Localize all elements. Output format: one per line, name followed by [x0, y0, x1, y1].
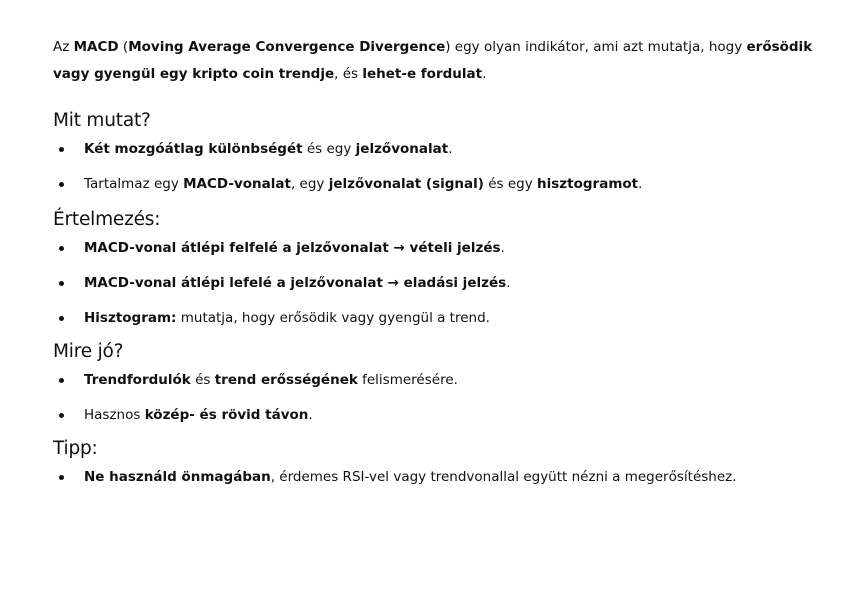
- bullet-icon: [59, 316, 64, 321]
- list-mit-mutat: [53, 140, 813, 193]
- section-title-mit-mutat: Mit mutat?: [53, 110, 151, 131]
- text: .: [308, 407, 313, 423]
- text: Hasznos: [84, 407, 145, 423]
- list-item: [53, 239, 813, 257]
- intro-emphasis-reversal: lehet-e fordulat: [362, 66, 483, 82]
- text: és egy: [302, 141, 356, 157]
- list-item: [53, 406, 813, 424]
- list-item: [53, 274, 813, 292]
- bold-text: MACD-vonal átlépi lefelé a jelzővonalat → eladási jelzés: [84, 275, 507, 291]
- bullet-icon: [59, 246, 64, 251]
- bold-text: jelzővonalat (signal): [328, 176, 484, 192]
- bold-text: Két mozgóátlag különbségét: [84, 141, 303, 157]
- bullet-icon: [59, 378, 64, 383]
- section-title-tipp: Tipp:: [53, 438, 98, 459]
- text: felismerésére.: [357, 372, 458, 388]
- text: , egy: [290, 176, 329, 192]
- intro-term-macd: MACD: [73, 39, 119, 55]
- text: és: [190, 372, 215, 388]
- intro-text: (: [118, 39, 129, 55]
- section-title-ertelmezes: Értelmezés:: [53, 209, 161, 230]
- bold-text: MACD-vonal átlépi felfelé a jelzővonalat → vételi jelzés: [84, 240, 501, 256]
- text: .: [506, 275, 511, 291]
- text: .: [448, 141, 453, 157]
- bold-text: trend erősségének: [214, 372, 358, 388]
- text: és egy: [483, 176, 538, 192]
- bold-text: Ne használd önmagában: [84, 469, 271, 485]
- intro-emphasis-trend: erősödik vagy gyengül egy kripto coin trendje: [53, 39, 813, 82]
- intro-text: , és: [334, 66, 363, 82]
- bold-text: MACD-vonalat: [183, 176, 291, 192]
- bold-text: Trendfordulók: [84, 372, 191, 388]
- bullet-icon: [59, 281, 64, 286]
- document-body: [53, 34, 813, 494]
- list-item: [53, 140, 813, 158]
- bullet-icon: [59, 413, 64, 418]
- text: .: [500, 240, 505, 256]
- list-item: [53, 468, 813, 486]
- intro-text: ) egy olyan indikátor, ami azt mutatja, hogy: [445, 39, 747, 55]
- bullet-icon: [59, 182, 64, 187]
- bold-text: hisztogramot: [537, 176, 639, 192]
- bold-text: jelzővonalat: [355, 141, 449, 157]
- text: , érdemes RSI-vel vagy trendvonallal együtt nézni a megerősítéshez.: [270, 469, 737, 485]
- list-ertelmezes: [53, 239, 813, 327]
- list-item: [53, 371, 813, 389]
- text: mutatja, hogy erősödik vagy gyengül a trend.: [176, 310, 490, 326]
- list-item: [53, 309, 813, 327]
- intro-text: Az: [53, 39, 74, 55]
- list-mire-jo: [53, 371, 813, 424]
- bold-text: közép- és rövid távon: [144, 407, 309, 423]
- intro-paragraph: [53, 34, 813, 88]
- bullet-icon: [59, 147, 64, 152]
- bullet-icon: [59, 475, 64, 480]
- list-tipp: [53, 468, 813, 486]
- intro-term-full-name: Moving Average Convergence Divergence: [128, 39, 446, 55]
- text: .: [638, 176, 643, 192]
- list-item: [53, 175, 813, 193]
- section-title-mire-jo: Mire jó?: [53, 341, 124, 362]
- intro-text: .: [482, 66, 487, 82]
- text: Tartalmaz egy: [84, 176, 184, 192]
- bold-text: Hisztogram:: [84, 310, 177, 326]
